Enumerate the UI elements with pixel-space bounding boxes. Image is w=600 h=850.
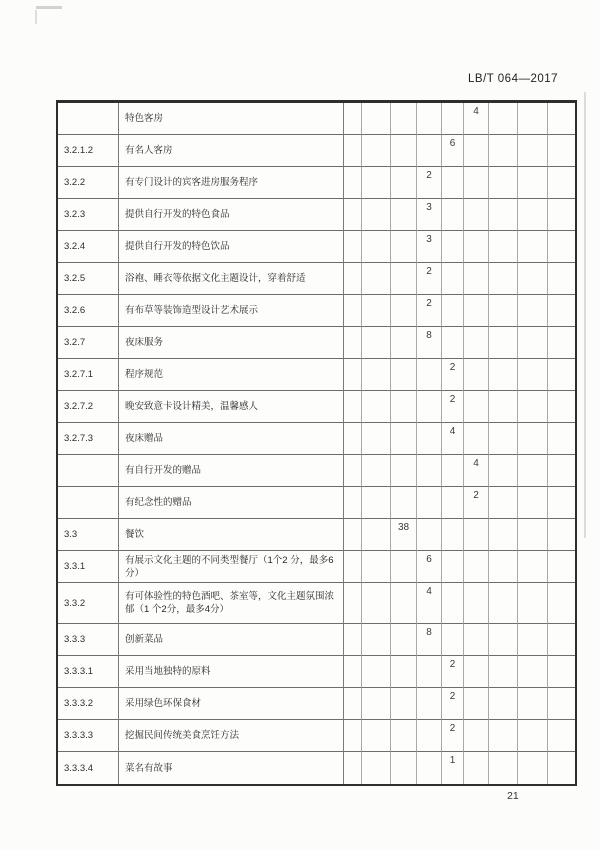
description-cell: 菜名有故事 xyxy=(119,752,344,784)
score-cell-empty xyxy=(548,391,575,423)
score-cell-empty xyxy=(464,295,489,327)
score-cell-empty xyxy=(518,519,548,551)
table-row xyxy=(58,688,575,720)
score-cell-empty xyxy=(362,359,391,391)
score-cell-empty xyxy=(417,359,442,391)
score-cell-empty xyxy=(489,103,518,135)
score-cell-empty xyxy=(344,455,362,487)
description-cell: 提供自行开发的特色食品 xyxy=(119,199,344,231)
score-cell-empty xyxy=(548,295,575,327)
score-cell-empty xyxy=(464,519,489,551)
score-cell-empty xyxy=(548,583,575,624)
score-cell-empty xyxy=(362,551,391,583)
score-cell-empty xyxy=(391,423,417,455)
score-cell: 8 xyxy=(417,327,442,359)
score-cell-empty xyxy=(442,103,464,135)
score-cell-empty xyxy=(362,487,391,519)
score-cell-empty xyxy=(391,327,417,359)
score-cell-empty xyxy=(464,720,489,752)
score-cell-empty xyxy=(489,583,518,624)
score-cell-empty xyxy=(489,455,518,487)
score-cell-empty xyxy=(464,327,489,359)
score-cell-empty xyxy=(391,583,417,624)
score-cell-empty xyxy=(489,391,518,423)
description-cell: 夜床赠品 xyxy=(119,423,344,455)
score-cell-empty xyxy=(391,135,417,167)
score-cell-empty xyxy=(518,551,548,583)
score-cell-empty xyxy=(344,487,362,519)
score-cell-empty xyxy=(391,359,417,391)
code-cell: 3.2.5 xyxy=(58,263,119,295)
score-cell-empty xyxy=(442,519,464,551)
score-cell-empty xyxy=(391,167,417,199)
score-cell-empty xyxy=(518,359,548,391)
score-cell-empty xyxy=(442,583,464,624)
score-cell-empty xyxy=(442,487,464,519)
score-cell-empty xyxy=(464,263,489,295)
description-cell: 特色客房 xyxy=(119,103,344,135)
scan-artifact-right-edge xyxy=(584,92,586,538)
score-cell-empty xyxy=(489,327,518,359)
score-cell-empty xyxy=(518,752,548,784)
score-cell-empty xyxy=(344,656,362,688)
score-cell-empty xyxy=(548,688,575,720)
code-cell: 3.2.2 xyxy=(58,167,119,199)
score-cell-empty xyxy=(344,295,362,327)
score-cell-empty xyxy=(362,231,391,263)
score-cell: 2 xyxy=(417,167,442,199)
score-cell-empty xyxy=(344,167,362,199)
score-cell-empty xyxy=(362,624,391,656)
score-cell-empty xyxy=(489,720,518,752)
score-cell-empty xyxy=(518,199,548,231)
score-cell-empty xyxy=(464,199,489,231)
score-cell-empty xyxy=(489,519,518,551)
score-cell-empty xyxy=(362,519,391,551)
score-cell-empty xyxy=(391,199,417,231)
table-row xyxy=(58,167,575,199)
score-cell-empty xyxy=(362,720,391,752)
scan-artifact-left-edge xyxy=(35,10,37,24)
score-cell-empty xyxy=(362,752,391,784)
score-cell-empty xyxy=(464,583,489,624)
score-cell-empty xyxy=(518,688,548,720)
score-cell-empty xyxy=(442,167,464,199)
score-cell-empty xyxy=(362,199,391,231)
score-cell-empty xyxy=(417,688,442,720)
score-cell-empty xyxy=(518,720,548,752)
score-cell-empty xyxy=(391,391,417,423)
code-cell: 3.2.6 xyxy=(58,295,119,327)
score-cell-empty xyxy=(391,263,417,295)
score-cell-empty xyxy=(464,688,489,720)
score-cell-empty xyxy=(417,391,442,423)
score-cell-empty xyxy=(344,551,362,583)
score-cell-empty xyxy=(391,455,417,487)
score-cell-empty xyxy=(344,624,362,656)
description-cell: 提供自行开发的特色饮品 xyxy=(119,231,344,263)
score-cell-empty xyxy=(344,359,362,391)
score-cell-empty xyxy=(362,295,391,327)
score-cell-empty xyxy=(518,327,548,359)
score-cell-empty xyxy=(362,167,391,199)
score-cell-empty xyxy=(417,720,442,752)
description-cell: 挖掘民间传统美食烹饪方法 xyxy=(119,720,344,752)
score-cell-empty xyxy=(489,359,518,391)
score-cell: 2 xyxy=(442,688,464,720)
table-row xyxy=(58,295,575,327)
table-row xyxy=(58,199,575,231)
score-cell: 4 xyxy=(417,583,442,624)
score-cell-empty xyxy=(362,455,391,487)
score-cell-empty xyxy=(442,231,464,263)
score-cell-empty xyxy=(518,263,548,295)
scoring-table xyxy=(56,100,577,786)
code-cell: 3.3.3.3 xyxy=(58,720,119,752)
code-cell: 3.2.7.1 xyxy=(58,359,119,391)
score-cell-empty xyxy=(464,624,489,656)
score-cell-empty xyxy=(518,656,548,688)
code-cell: 3.2.7.2 xyxy=(58,391,119,423)
score-cell-empty xyxy=(464,359,489,391)
score-cell-empty xyxy=(417,656,442,688)
description-cell: 餐饮 xyxy=(119,519,344,551)
score-cell-empty xyxy=(489,231,518,263)
code-cell xyxy=(58,455,119,487)
code-cell: 3.2.1.2 xyxy=(58,135,119,167)
score-cell-empty xyxy=(548,231,575,263)
score-cell-empty xyxy=(417,103,442,135)
table-row xyxy=(58,455,575,487)
score-cell-empty xyxy=(344,391,362,423)
table-row xyxy=(58,359,575,391)
table-row xyxy=(58,135,575,167)
score-cell-empty xyxy=(518,135,548,167)
score-cell: 2 xyxy=(417,295,442,327)
score-cell-empty xyxy=(518,391,548,423)
score-cell-empty xyxy=(489,656,518,688)
score-cell-empty xyxy=(391,688,417,720)
score-cell-empty xyxy=(344,583,362,624)
table-row xyxy=(58,551,575,583)
score-cell-empty xyxy=(464,167,489,199)
score-cell-empty xyxy=(548,167,575,199)
score-cell-empty xyxy=(548,720,575,752)
standard-number: LB/T 064—2017 xyxy=(468,73,559,85)
description-cell: 程序规范 xyxy=(119,359,344,391)
score-cell-empty xyxy=(442,455,464,487)
description-cell: 创新菜品 xyxy=(119,624,344,656)
score-cell-empty xyxy=(548,103,575,135)
score-cell-empty xyxy=(391,656,417,688)
score-cell-empty xyxy=(417,487,442,519)
score-cell-empty xyxy=(548,519,575,551)
page-number: 21 xyxy=(507,790,519,802)
description-cell: 采用当地独特的原料 xyxy=(119,656,344,688)
score-cell-empty xyxy=(548,656,575,688)
description-cell: 夜床服务 xyxy=(119,327,344,359)
score-cell: 3 xyxy=(417,231,442,263)
table-row xyxy=(58,231,575,263)
code-cell: 3.3.3 xyxy=(58,624,119,656)
score-cell-empty xyxy=(442,551,464,583)
description-cell: 有展示文化主题的不同类型餐厅（1个2 分，最多6分） xyxy=(119,551,344,583)
score-cell-empty xyxy=(362,103,391,135)
score-cell: 4 xyxy=(464,103,489,135)
score-cell-empty xyxy=(391,295,417,327)
code-cell: 3.2.4 xyxy=(58,231,119,263)
score-cell-empty xyxy=(391,720,417,752)
table-row xyxy=(58,103,575,135)
table-row xyxy=(58,752,575,784)
score-cell-empty xyxy=(417,423,442,455)
score-cell: 6 xyxy=(417,551,442,583)
score-cell-empty xyxy=(344,688,362,720)
table-row xyxy=(58,327,575,359)
score-cell-empty xyxy=(344,263,362,295)
score-cell: 4 xyxy=(442,423,464,455)
code-cell: 3.2.7 xyxy=(58,327,119,359)
score-cell: 1 xyxy=(442,752,464,784)
score-cell-empty xyxy=(442,295,464,327)
code-cell: 3.2.7.3 xyxy=(58,423,119,455)
score-cell-empty xyxy=(391,231,417,263)
score-cell-empty xyxy=(489,199,518,231)
code-cell: 3.3.3.4 xyxy=(58,752,119,784)
score-cell-empty xyxy=(344,327,362,359)
code-cell xyxy=(58,487,119,519)
description-cell: 有可体验性的特色酒吧、茶室等，文化主题氛围浓郁（1 个2分，最多4分） xyxy=(119,583,344,624)
description-cell: 有纪念性的赠品 xyxy=(119,487,344,519)
score-cell: 38 xyxy=(391,519,417,551)
score-cell-empty xyxy=(489,295,518,327)
score-cell-empty xyxy=(391,487,417,519)
score-cell-empty xyxy=(362,688,391,720)
table-row xyxy=(58,263,575,295)
description-cell: 有布草等装饰造型设计艺术展示 xyxy=(119,295,344,327)
score-cell-empty xyxy=(464,231,489,263)
table-row xyxy=(58,519,575,551)
table-row xyxy=(58,720,575,752)
description-cell: 晚安致意卡设计精美，温馨感人 xyxy=(119,391,344,423)
description-cell: 有自行开发的赠品 xyxy=(119,455,344,487)
score-cell-empty xyxy=(344,135,362,167)
score-cell-empty xyxy=(548,199,575,231)
score-cell-empty xyxy=(464,391,489,423)
score-cell-empty xyxy=(489,624,518,656)
score-cell-empty xyxy=(344,752,362,784)
score-cell-empty xyxy=(518,423,548,455)
score-cell-empty xyxy=(489,135,518,167)
score-cell-empty xyxy=(464,551,489,583)
score-cell-empty xyxy=(489,752,518,784)
score-cell: 2 xyxy=(442,720,464,752)
score-cell-empty xyxy=(518,167,548,199)
table-row xyxy=(58,423,575,455)
score-cell-empty xyxy=(548,551,575,583)
score-cell-empty xyxy=(391,551,417,583)
table-row xyxy=(58,624,575,656)
score-cell-empty xyxy=(391,103,417,135)
score-cell-empty xyxy=(518,487,548,519)
score-cell-empty xyxy=(518,583,548,624)
score-cell-empty xyxy=(548,752,575,784)
code-cell: 3.2.3 xyxy=(58,199,119,231)
code-cell xyxy=(58,103,119,135)
score-cell-empty xyxy=(518,295,548,327)
score-cell-empty xyxy=(489,551,518,583)
table-row xyxy=(58,487,575,519)
score-cell-empty xyxy=(548,624,575,656)
score-cell-empty xyxy=(464,656,489,688)
score-cell: 2 xyxy=(417,263,442,295)
score-cell-empty xyxy=(391,624,417,656)
code-cell: 3.3.3.2 xyxy=(58,688,119,720)
table-row xyxy=(58,583,575,624)
description-cell: 采用绿色环保食材 xyxy=(119,688,344,720)
score-cell-empty xyxy=(362,423,391,455)
score-cell-empty xyxy=(464,423,489,455)
score-cell-empty xyxy=(489,487,518,519)
score-cell-empty xyxy=(344,199,362,231)
description-cell: 有专门设计的宾客进房服务程序 xyxy=(119,167,344,199)
score-cell: 8 xyxy=(417,624,442,656)
description-cell: 有名人客房 xyxy=(119,135,344,167)
score-cell-empty xyxy=(362,656,391,688)
score-cell-empty xyxy=(391,752,417,784)
score-cell-empty xyxy=(548,455,575,487)
score-cell-empty xyxy=(344,103,362,135)
score-cell-empty xyxy=(548,359,575,391)
score-cell-empty xyxy=(362,583,391,624)
score-cell-empty xyxy=(548,487,575,519)
score-cell-empty xyxy=(548,263,575,295)
score-cell-empty xyxy=(344,423,362,455)
code-cell: 3.3.2 xyxy=(58,583,119,624)
score-cell-empty xyxy=(518,103,548,135)
score-cell: 2 xyxy=(464,487,489,519)
score-cell-empty xyxy=(489,688,518,720)
score-cell-empty xyxy=(362,391,391,423)
score-cell-empty xyxy=(489,423,518,455)
table-row xyxy=(58,391,575,423)
score-cell-empty xyxy=(489,263,518,295)
score-cell-empty xyxy=(442,327,464,359)
score-cell: 4 xyxy=(464,455,489,487)
score-cell-empty xyxy=(417,519,442,551)
score-cell-empty xyxy=(362,327,391,359)
score-cell-empty xyxy=(464,135,489,167)
score-cell-empty xyxy=(344,720,362,752)
score-cell-empty xyxy=(518,455,548,487)
score-cell-empty xyxy=(518,231,548,263)
description-cell: 浴袍、睡衣等依据文化主题设计，穿着舒适 xyxy=(119,263,344,295)
code-cell: 3.3 xyxy=(58,519,119,551)
score-cell-empty xyxy=(362,135,391,167)
score-cell: 2 xyxy=(442,359,464,391)
score-cell-empty xyxy=(417,455,442,487)
score-cell-empty xyxy=(442,199,464,231)
score-cell-empty xyxy=(464,752,489,784)
score-cell: 6 xyxy=(442,135,464,167)
score-cell: 2 xyxy=(442,391,464,423)
score-cell-empty xyxy=(417,752,442,784)
table-row xyxy=(58,656,575,688)
score-cell-empty xyxy=(417,135,442,167)
score-cell-empty xyxy=(344,231,362,263)
score-cell-empty xyxy=(442,624,464,656)
score-cell-empty xyxy=(548,135,575,167)
code-cell: 3.3.3.1 xyxy=(58,656,119,688)
score-cell-empty xyxy=(344,519,362,551)
score-cell-empty xyxy=(518,624,548,656)
score-cell: 2 xyxy=(442,656,464,688)
score-cell-empty xyxy=(548,423,575,455)
score-cell-empty xyxy=(442,263,464,295)
score-cell-empty xyxy=(362,263,391,295)
scan-artifact-top-left xyxy=(36,6,62,9)
score-cell: 3 xyxy=(417,199,442,231)
score-cell-empty xyxy=(548,327,575,359)
code-cell: 3.3.1 xyxy=(58,551,119,583)
score-cell-empty xyxy=(489,167,518,199)
